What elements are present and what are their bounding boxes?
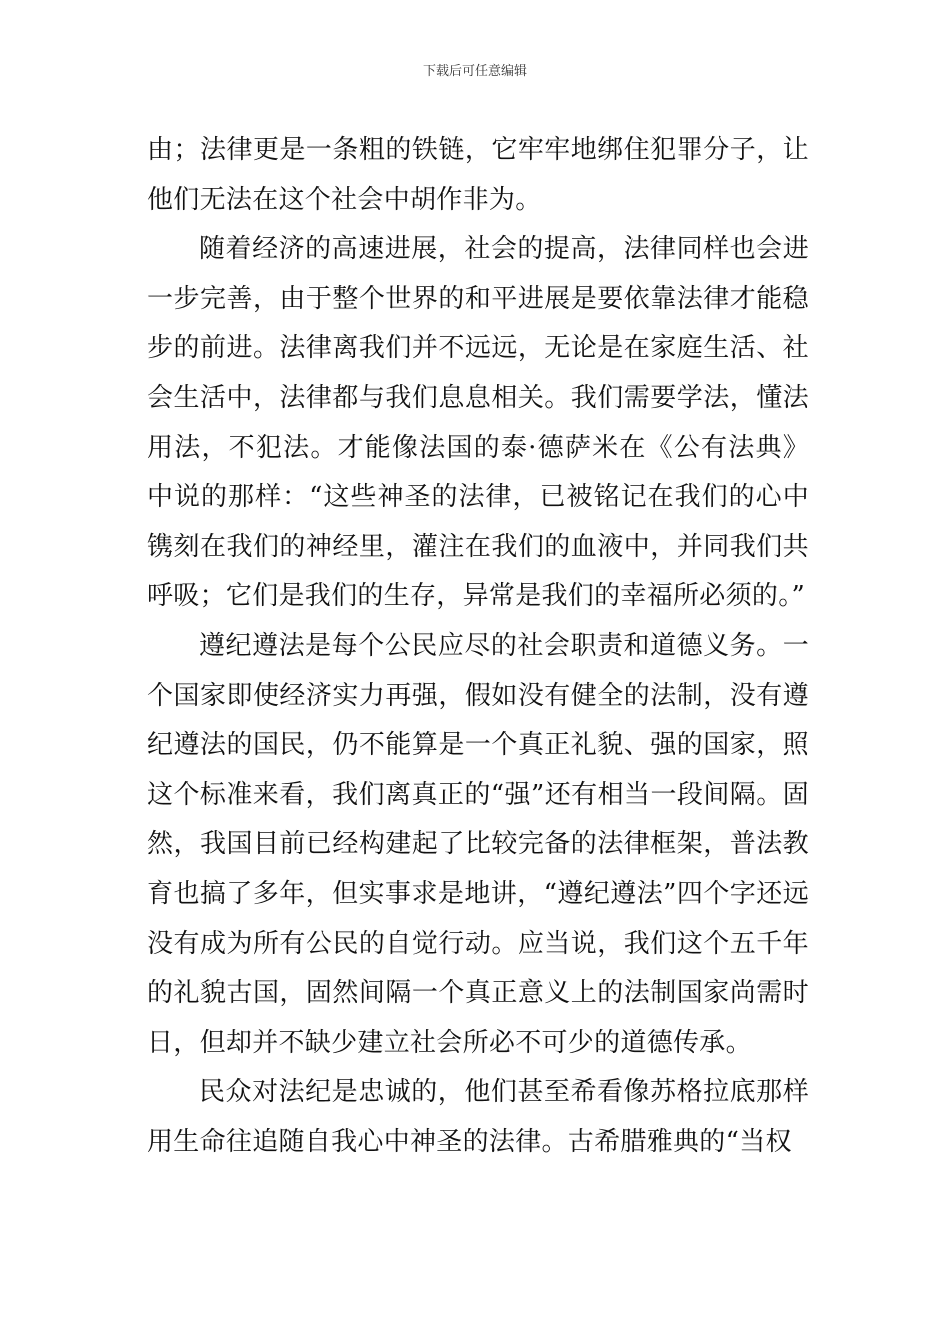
paragraph-4: 民众对法纪是忠诚的，他们甚至希看像苏格拉底那样用生命往追随自我心中神圣的法律。古希腊雅典的“当权 — [147, 1077, 809, 1157]
document-body — [147, 126, 809, 1167]
paragraph-3: 遵纪遵法是每个公民应尽的社会职责和道德义务。一个国家即使经济实力再强，假如没有健全的法制，没有遵纪遵法的国民，仍不能算是一个真正礼貌、强的国家，照这个标准来看，我们离真正的“强”还有相当一段间隔。固然，我国目前已经构建起了比较完备的法律框架，普法教育也搞了多年，但实事求是地讲，“遵纪遵法”四个字还远没有成为所有公民的自觉行动。应当说，我们这个五千年的礼貌古国，固然间隔一个真正意义上的法制国家尚需时日，但却并不缺少建立社会所必不可少的道德传承。 — [147, 630, 809, 1058]
paragraph-1: 由；法律更是一条粗的铁链，它牢牢地绑住犯罪分子，让他们无法在这个社会中胡作非为。 — [147, 135, 809, 215]
page-header: 下载后可任意编辑 — [422, 64, 527, 79]
paragraph-2: 随着经济的高速进展，社会的提高，法律同样也会进一步完善，由于整个世界的和平进展是要依靠法律才能稳步的前进。法律离我们并不远远，无论是在家庭生活、社会生活中，法律都与我们息息相关。我们需要学法，懂法用法，不犯法。才能像法国的泰·德萨米在《公有法典》中说的那样：“这些神圣的法律，已被铭记在我们的心中镌刻在我们的神经里，灌注在我们的血液中，并同我们共呼吸；它们是我们的生存，异常是我们的幸福所必须的。” — [147, 234, 809, 612]
